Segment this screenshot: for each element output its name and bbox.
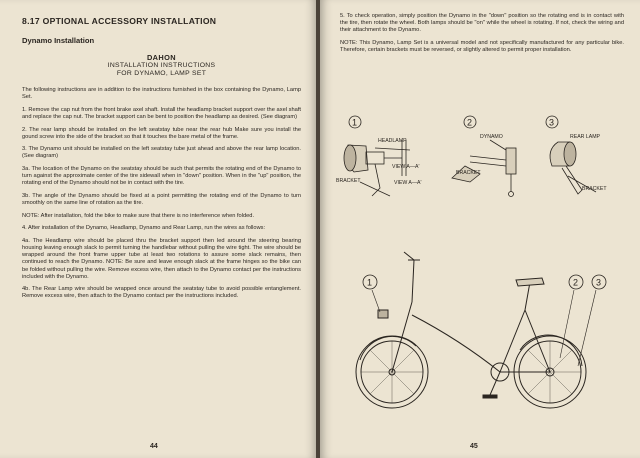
right-page <box>320 0 640 458</box>
paragraph-note-fold: NOTE: After installation, fold the bike to make sure that there is no interference when folded. <box>22 212 255 219</box>
label-bracket-left: BRACKET <box>336 178 361 184</box>
paragraph-step-1: 1. Remove the cap nut from the front brake axel shaft. Install the headlamp bracket support over the axel shaft and replace the cap nut. The bracket support can be bent to position the headlamp as desired. (See diagram) <box>22 106 301 120</box>
callout-number-2: 2 <box>467 117 473 128</box>
instructions-heading <box>22 53 301 78</box>
label-dynamo: DYNAMO <box>480 134 503 140</box>
heading-line-1: INSTALLATION INSTRUCTIONS <box>107 62 216 69</box>
label-rear-lamp: REAR LAMP <box>570 134 600 140</box>
paragraph-step-4a: 4a. The Headlamp wire should be placed thru the bracket support then led around the steering bearing housing leaving enough slack to permit turning the handlebar without pulling the wire tight. The wire should be wrapped around the front frame upper tube at least two rotations to assure some slack remains, then continued to reach the Dynamo. NOTE: Be sure and leave enough slack at the frame hinges so the bike can be folded without pulling the wire. Remove excess wire, then attach to the Dynamo contact per the instructions included with the Dynamo. <box>22 238 301 280</box>
dynamo-detail-icon <box>452 140 516 197</box>
installation-diagram <box>320 110 640 440</box>
bike-callout-number-2: 2 <box>573 277 579 288</box>
callout-number-3: 3 <box>549 117 555 128</box>
sub-title: Dynamo Installation <box>22 36 95 45</box>
left-page <box>0 0 317 458</box>
paragraph-note-universal: NOTE: This Dynamo, Lamp Set is a universal model and not specifically manufactured for any particular bike. Therefore, certain brackets must be reversed, or slightly altered to permit proper installation. <box>340 39 624 53</box>
paragraph-step-3b: 3b. The angle of the Dynamo should be fixed at a point permitting the rotating end of the Dynamo to turn smoothly on the same line of rotation as the tire. <box>22 193 301 207</box>
label-view-upper: VIEW A—A' <box>392 164 420 170</box>
label-bracket-mid: BRACKET <box>456 170 481 176</box>
paragraph-intro: The following instructions are in addition to the instructions furnished in the box containing the Dynamo, Lamp Set. <box>22 87 301 101</box>
page-number-right: 45 <box>470 443 478 450</box>
folding-bicycle-icon <box>356 252 596 408</box>
label-headlamp: HEADLAMP <box>378 138 407 144</box>
label-view-lower: VIEW A—A' <box>394 180 422 186</box>
bike-callout-number-3: 3 <box>596 277 602 288</box>
label-bracket-right: BRACKET <box>582 186 607 192</box>
paragraph-step-3a: 3a. The location of the Dynamo on the seatstay should be such that permits the rotating end of the Dynamo to turn against the approximate center of the tire sidewall when in "down" position. When in the "up" position, the rotating end of the Dynamo should not be in contact with the tire. <box>22 166 301 187</box>
section-title: 8.17 OPTIONAL ACCESSORY INSTALLATION <box>22 16 217 26</box>
heading-line-2: FOR DYNAMO, LAMP SET <box>116 70 207 77</box>
bike-callout-number-1: 1 <box>367 277 373 288</box>
paragraph-step-5: 5. To check operation, simply position the Dynamo in the "down" position so the rotating end is in contact with the tire, then rotate the wheel. Both lamps should be "on" while the wheel is rotating. If not, check the wiring and their attachment to the Dynamo. <box>340 13 624 34</box>
paragraph-step-4: 4. After installation of the Dynamo, Headlamp, Dynamo and Rear Lamp, run the wires as follows: <box>22 225 266 232</box>
paragraph-step-4b: 4b. The Rear Lamp wire should be wrapped once around the seatstay tube to avoid possible entanglement. Remove excess wire, then attach to the Dynamo contact per the instructions included. <box>22 286 301 300</box>
callout-number-1: 1 <box>352 117 358 128</box>
page-number-left: 44 <box>150 443 158 450</box>
paragraph-step-2: 2. The rear lamp should be installed on the left seatstay tube near the rear hub Make sure you install the gound screw into the side of the bracket so that it touches the bare metal of the frame. <box>22 126 301 140</box>
paragraph-step-3: 3. The Dynamo unit should be installed on the left seatstay tube just ahead and above the rear lamp location. (See diagram) <box>22 146 301 160</box>
brand-name: DAHON <box>146 53 177 62</box>
